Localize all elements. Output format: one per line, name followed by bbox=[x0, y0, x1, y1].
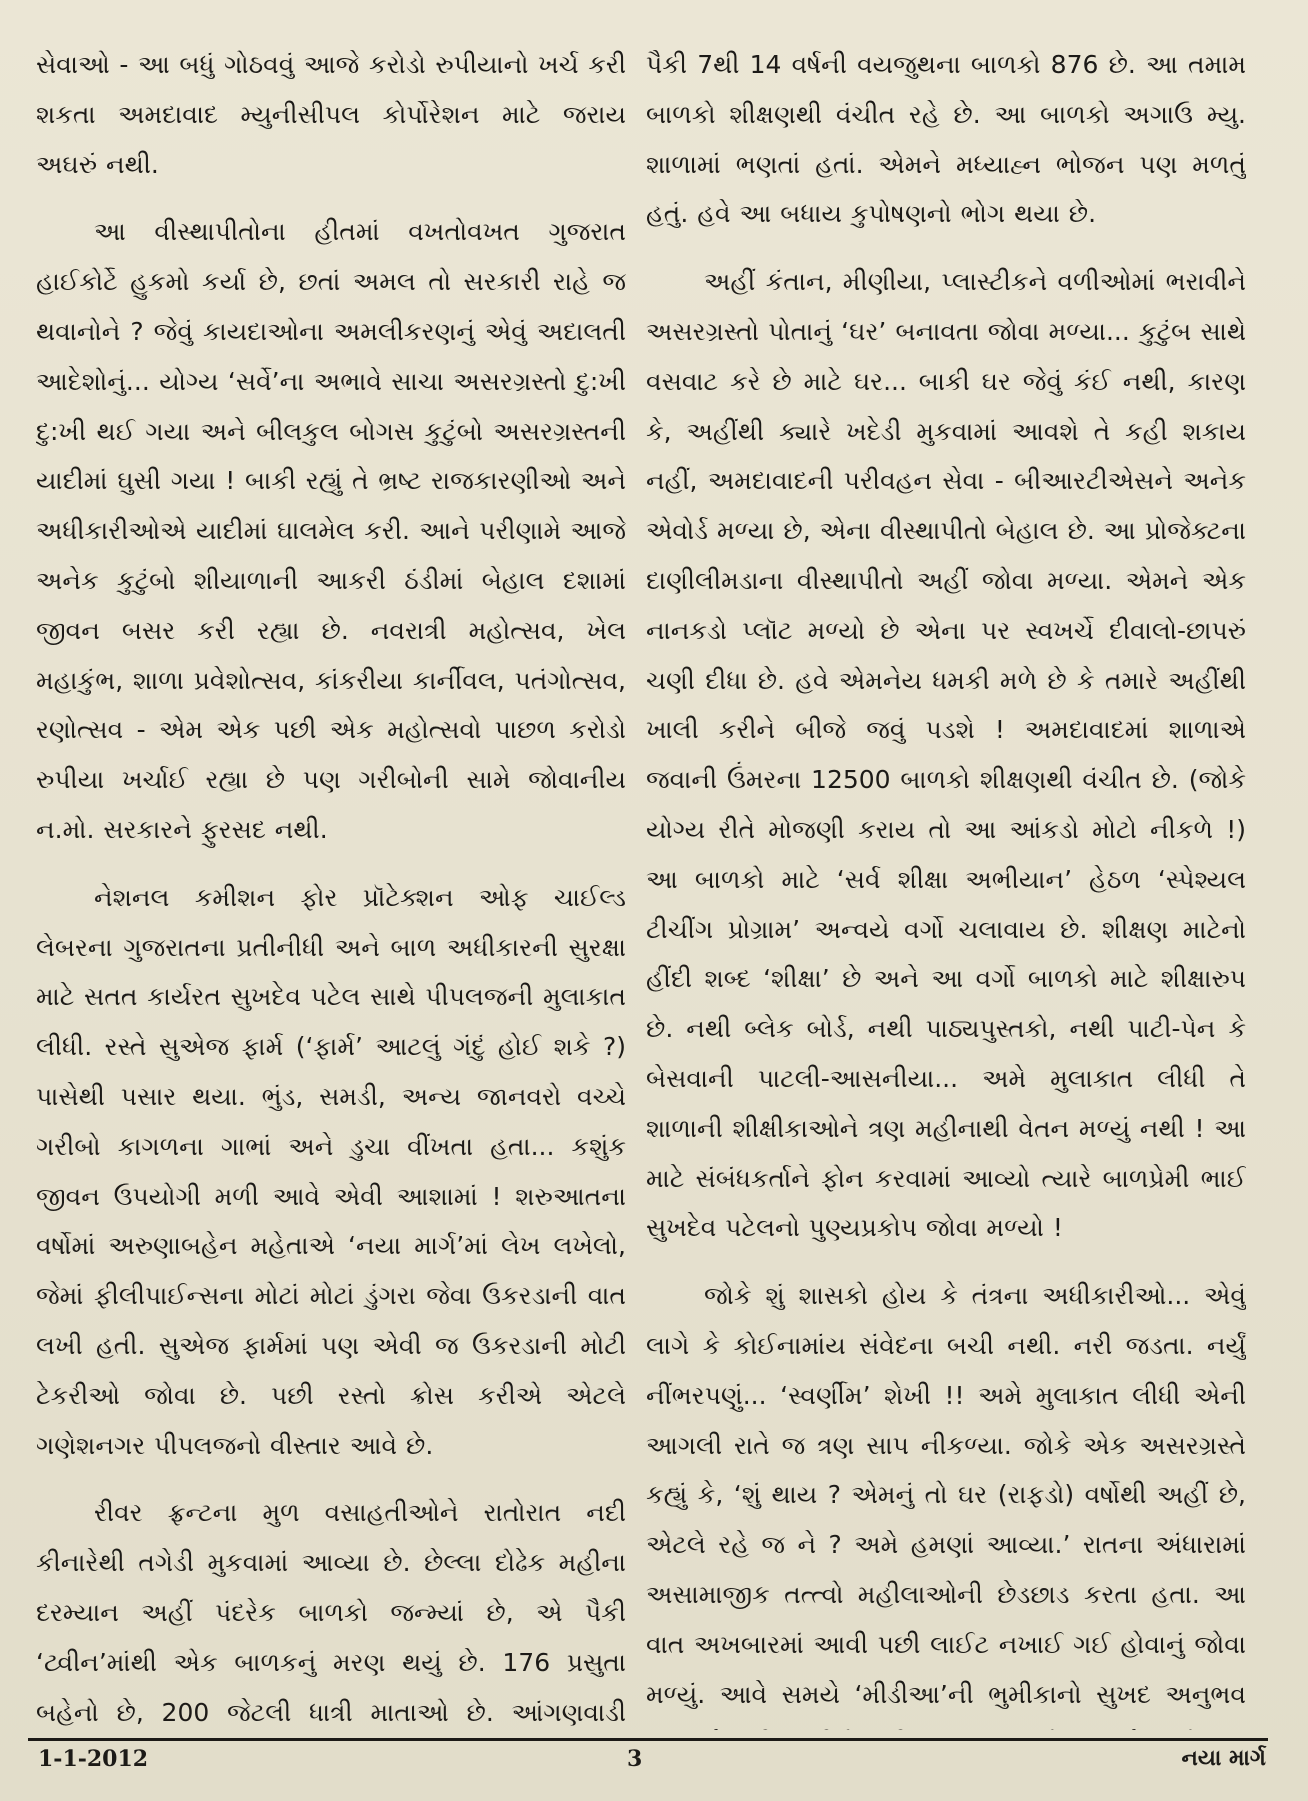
issue-date: 1-1-2012 bbox=[38, 1746, 149, 1772]
magazine-name: નયા માર્ગ bbox=[1181, 1746, 1266, 1771]
paragraph: નેશનલ કમીશન ફોર પ્રૉટેક્શન ઓફ ચાઈલ્ડ લેબરના ગુજરાતના પ્રતીનીધી અને બાળ અધીકારની સુરક્ષા માટે સતત કાર્યરત સુખદેવ પટેલ સાથે પીપલજની મુલાકાત લીધી. રસ્તે સુએજ ફાર્મ (‘ફાર્મ’ આટલું ગંદું હોઈ શકે ?) પાસેથી પસાર થયા. ભુંડ, સમડી, અન્ય જાનવરો વચ્ચે ગરીબો કાગળના ગાભાં અને ડુચા વીંખતા હતા... કશુંક જીવન ઉપયોગી મળી આવે એવી આશામાં ! શરુઆતના વર્ષોમાં અરુણાબહેન મહેતાએ ‘નયા માર્ગ’માં લેખ લખેલો, જેમાં ફીલીપાઈન્સના મોટાં મોટાં ડુંગરા જેવા ઉકરડાની વાત લખી હતી. સુએજ ફાર્મમાં પણ એવી જ ઉકરડાની મોટી ટેકરીઓ જોવા છે. પછી રસ્તો ક્રોસ કરીએ એટલે ગણેશનગર પીપલજનો વીસ્તાર આવે છે. bbox=[36, 882, 626, 1460]
footer-rule bbox=[28, 1738, 1268, 1741]
last-paragraph-wrap bbox=[646, 1271, 1246, 1730]
right-column bbox=[646, 40, 1246, 1730]
page-number: 3 bbox=[627, 1746, 643, 1772]
left-column bbox=[36, 40, 626, 1730]
paragraph: આ વીસ્થાપીતોના હીતમાં વખતોવખત ગુજરાત હાઈકોર્ટે હુકમો કર્યા છે, છતાં અમલ તો સરકારી રાહે જ થવાનોને ? જેવું કાયદાઓના અમલીકરણનું એવું અદાલતી આદેશોનું... યોગ્ય ‘સર્વે’ના અભાવે સાચા અસરગ્રસ્તો દુ:ખી દુ:ખી થઈ ગયા અને બીલકુલ બોગસ કુટુંબો અસરગ્રસ્તની યાદીમાં ઘુસી ગયા ! બાકી રહ્યું તે ભ્રષ્ટ રાજકારણીઓ અને અધીકારીઓએ યાદીમાં ઘાલમેલ કરી. આને પરીણામે આજે અનેક કુટુંબો શીયાળાની આકરી ઠંડીમાં બેહાલ દશામાં જીવન બસર કરી રહ્યા છે. નવરાત્રી મહોત્સવ, ખેલ મહાકુંભ, શાળા પ્રવેશોત્સવ, કાંકરીયા કાર્નીવલ, પતંગોત્સવ, રણોત્સવ - એમ એક પછી એક મહોત્સવો પાછળ કરોડો રુપીયા ખર્ચાઈ રહ્યા છે પણ ગરીબોની સામે જોવાનીય ન.મો. સરકારને ફુરસદ નથી. bbox=[36, 217, 626, 844]
paragraph bbox=[646, 1271, 1246, 1730]
paragraph: સેવાઓ - આ બધું ગોઠવવું આજે કરોડો રુપીયાનો ખર્ચ કરી શકતા અમદાવાદ મ્યુનીસીપલ કોર્પોરેશન માટે જરાય અઘરું નથી. bbox=[36, 50, 626, 179]
paragraph: પૈકી 7થી 14 વર્ષની વયજુથના બાળકો 876 છે. આ તમામ બાળકો શીક્ષણથી વંચીત રહે છે. આ બાળકો અગાઉ મ્યુ. શાળામાં ભણતાં હતાં. એમને મધ્યાહ્ન ભોજન પણ મળતું હતું. હવે આ બધાય કુપોષણનો ભોગ થયા છે. bbox=[646, 50, 1246, 229]
paragraph: અહીં કંતાન, મીણીયા, પ્લાસ્ટીકને વળીઓમાં ભરાવીને અસરગ્રસ્તો પોતાનું ‘ઘર’ બનાવતા જોવા મળ્યા... કુટુંબ સાથે વસવાટ કરે છે માટે ઘર... બાકી ઘર જેવું કંઈ નથી, કારણ કે, અહીંથી ક્યારે ખદેડી મુકવામાં આવશે તે કહી શકાય નહીં, અમદાવાદની પરીવહન સેવા - બીઆરટીએસને અનેક એવોર્ડ મળ્યા છે, એના વીસ્થાપીતો બેહાલ છે. આ પ્રોજેક્ટના દાણીલીમડાના વીસ્થાપીતો અહીં જોવા મળ્યા. એમને એક નાનકડો પ્લૉટ મળ્યો છે એના પર સ્વખર્ચે દીવાલો-છાપરું ચણી દીધા છે. હવે એમનેય ધમકી મળે છે કે તમારે અહીંથી ખાલી કરીને બીજે જવું પડશે ! અમદાવાદમાં શાળાએ જવાની ઉંમરના 12500 બાળકો શીક્ષણથી વંચીત છે. (જોકે યોગ્ય રીતે મોજણી કરાય તો આ આંકડો મોટો નીકળે !) આ બાળકો માટે ‘સર્વ શીક્ષા અભીયાન’ હેઠળ ‘સ્પેશ્યલ ટીચીંગ પ્રોગ્રામ’ અન્વયે વર્ગો ચલાવાય છે. શીક્ષણ માટેનો હીંદી શબ્દ ‘શીક્ષા’ છે અને આ વર્ગો બાળકો માટે શીક્ષારુપ છે. નથી બ્લેક બોર્ડ, નથી પાઠ્યપુસ્તકો, નથી પાટી-પેન કે બેસવાની પાટલી-આસનીયા... અમે મુલાકાત લીધી તે શાળાની શીક્ષીકાઓને ત્રણ મહીનાથી વેતન મળ્યું નથી ! આ માટે સંબંધકર્તાને ફોન કરવામાં આવ્યો ત્યારે બાળપ્રેમી ભાઈ સુખદેવ પટેલનો પુણ્યપ્રકોપ જોવા મળ્યો ! bbox=[646, 267, 1246, 1243]
paragraph: રીવર ફ્રન્ટના મુળ વસાહતીઓને રાતોરાત નદી કીનારેથી તગેડી મુકવામાં આવ્યા છે. છેલ્લા દોઢેક મહીના દરમ્યાન અહીં પંદરેક બાળકો જન્મ્યાં છે, એ પૈકી ‘ટ્વીન’માંથી એક બાળકનું મરણ થયું છે. 176 પ્રસુતા બહેનો છે, 200 જેટલી ધાત્રી માતાઓ છે. આંગણવાડી bbox=[36, 1498, 626, 1727]
page-footer bbox=[0, 1744, 1308, 1784]
paragraph-text: જોકે શું શાસકો હોય કે તંત્રના અધીકારીઓ... એવું લાગે કે કોઈનામાંય સંવેદના બચી નથી. નરી જડતા. નર્યું નીંભરપણું... ‘સ્વર્ણીમ’ શેખી !! અમે મુલાકાત લીધી એની આગલી રાતે જ ત્રણ સાપ નીકળ્યા. જોકે એક અસરગ્રસ્તે કહ્યું કે, ‘શું થાય ? એમનું તો ઘર (રાફડો) વર્ષોથી અહીં છે, એટલે રહે જ ને ? અમે હમણાં આવ્યા.’ રાતના અંધારામાં અસામાજીક તત્ત્વો મહીલાઓની છેડછાડ કરતા હતા. આ વાત અખબારમાં આવી પછી લાઈટ નખાઈ ગઈ હોવાનું જોવા મળ્યું. આવે સમયે ‘મીડીઆ’ની ભુમીકાનો સુખદ અનુભવ bbox=[646, 1281, 1246, 1709]
